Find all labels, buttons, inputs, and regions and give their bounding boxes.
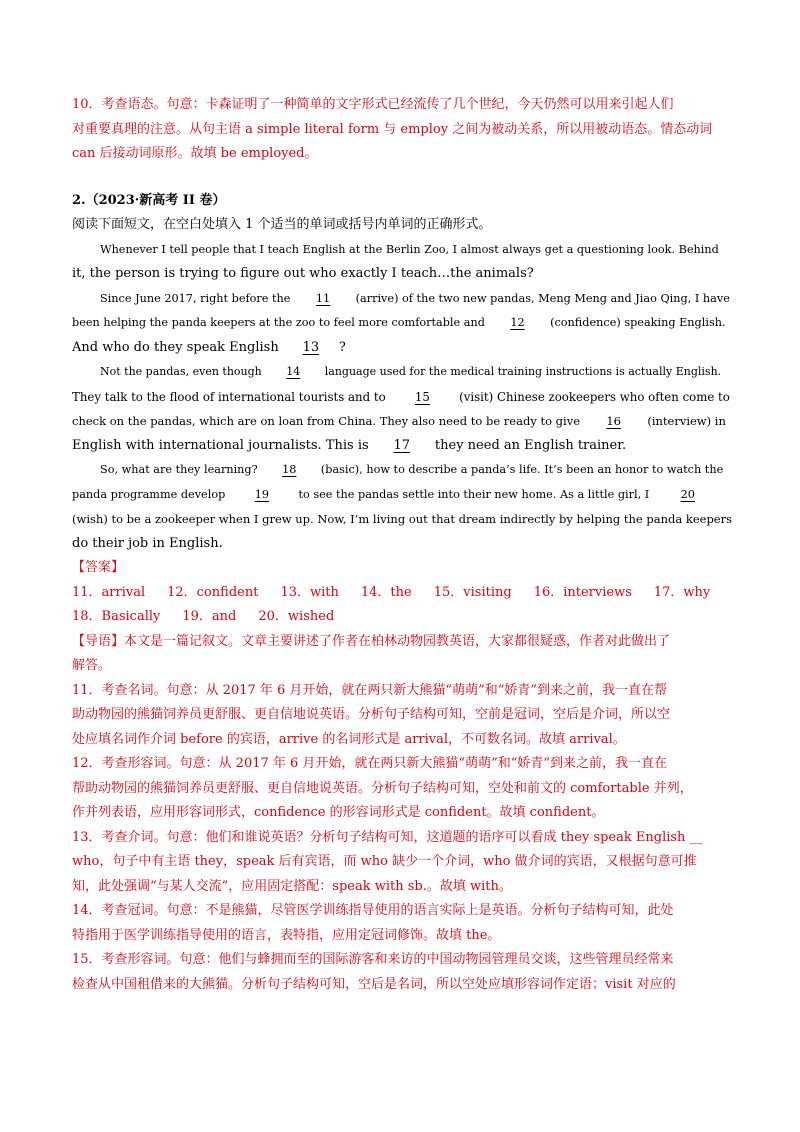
guide-text: 本文是一篇记叙文。文章主要讲述了作者在柏林动物园教英语，大家都很疑惑，作者对此做出了 <box>124 633 671 649</box>
answer-item: 11．arrival <box>72 584 146 600</box>
blank-20 <box>653 483 723 508</box>
prev-explanation-line: can 后接动词原形。故填 be employed。 <box>72 146 318 161</box>
passage-line <box>72 434 732 459</box>
prev-explanation <box>72 93 732 167</box>
passage-line <box>72 360 732 385</box>
answer-item: 19．and <box>182 609 237 624</box>
blank-11 <box>294 287 352 312</box>
passage-text: (arrive) of the two new pandas, Meng Meng and Jiao Qing, I have <box>352 291 730 305</box>
passage-text: And who do they speak English <box>72 339 283 355</box>
explanation-line: 帮助动物园的熊猫饲养员更舒服、更自信地说英语。分析句子结构可知，空处和前文的 comfortable 并列， <box>72 780 693 796</box>
answer-item: 18．Basically <box>72 609 161 624</box>
blank-12 <box>489 311 547 336</box>
blank-number: 12 <box>510 316 525 329</box>
blank-18 <box>261 458 317 483</box>
passage-line: (wish) to be a zookeeper when I grew up. Now, I’m living out that dream indirectly by helping the panda keepers <box>72 512 733 526</box>
passage-text: Since June 2017, right before the <box>100 291 295 305</box>
explanation-line: 助动物园的熊猫饲养员更舒服、更自信地说英语。分析句子结构可知，空前是冠词，空后是介词，所以空 <box>72 707 671 722</box>
passage-text: language used for the medical training instructions is actually English. <box>321 365 722 378</box>
answer-item: 17．why <box>653 584 711 600</box>
passage-line: do their job in English. <box>72 535 223 551</box>
explanation-13 <box>72 826 732 900</box>
explanation-line: 12．考查形容词。句意：从 2017 年 6 月开始，就在两只新大熊猫“萌萌”和“娇青”到来之前，我一直在 <box>72 756 668 771</box>
blank-14 <box>265 360 321 385</box>
passage-text: they need an English trainer. <box>430 437 627 453</box>
explanation-line: 14．考查冠词。句意：不是熊猫，尽管医学训练指导使用的语言实际上是英语。分析句子结构可知，此处 <box>72 903 674 918</box>
guide-label: 【导语】 <box>72 633 125 649</box>
blank-number: 13 <box>302 339 320 355</box>
prev-explanation-line: 对重要真理的注意。从句主语 a simple literal form 与 employ 之间为被动关系，所以用被动语态。情态动词 <box>72 121 713 137</box>
passage <box>72 238 732 557</box>
explanation-line: 特指用于医学训练指导使用的语言，表特指，应用定冠词修饰。故填 the。 <box>72 927 501 943</box>
answer-row <box>72 605 732 630</box>
explanation-line: 作并列表语，应用形容词形式，confidence 的形容词形式是 confident。故填 confident。 <box>72 805 605 820</box>
blank-number: 20 <box>680 487 695 501</box>
blank-17 <box>373 434 431 459</box>
explanation-line: 知，此处强调“与某人交流”，应用固定搭配：speak with sb.。故填 with。 <box>72 878 512 894</box>
answer-item: 20．wished <box>258 609 335 624</box>
blank-number: 19 <box>254 487 270 501</box>
passage-text: So, what are they learning? <box>100 463 262 476</box>
passage-line <box>72 336 732 361</box>
passage-text: been helping the panda keepers at the zoo to feel more comfortable and <box>72 316 489 329</box>
blank-13 <box>283 336 339 361</box>
explanation-line: 13．考查介词。句意：他们和谁说英语？分析句子结构可知，这道题的语序可以看成 they speak English __ <box>72 829 703 845</box>
question-instruction: 阅读下面短文，在空白处填入 1 个适当的单词或括号内单词的正确形式。 <box>72 217 492 232</box>
answer-item: 14．the <box>360 584 412 600</box>
answer-item: 13．with <box>280 584 339 600</box>
passage-text: ? <box>338 339 346 355</box>
explanation-line: 处应填名词作介词 before 的宾语，arrive 的名词形式是 arrival，不可数名词。故填 arrival。 <box>72 731 626 747</box>
passage-line: Whenever I tell people that I teach English at the Berlin Zoo, I almost always get a questioning look. Behind <box>100 242 719 256</box>
answer-item: 15．visiting <box>433 584 512 600</box>
passage-text: to see the pandas settle into their new home. As a little girl, I <box>294 487 653 501</box>
guide-line: 解答。 <box>72 658 112 673</box>
passage-line <box>72 458 732 483</box>
blank-number: 17 <box>393 437 411 453</box>
blank-number: 11 <box>315 291 331 305</box>
answer-header: 【答案】 <box>72 560 125 575</box>
prev-explanation-line: 10．考查语态。句意：卡森证明了一种简单的文字形式已经流传了几个世纪，今天仍然可以用来引起人们 <box>72 97 674 112</box>
blank-number: 16 <box>606 414 621 428</box>
answer-item: 16．interviews <box>533 584 632 600</box>
answer-row <box>72 581 732 606</box>
passage-line <box>72 311 732 336</box>
explanation-14 <box>72 899 732 948</box>
blank-number: 14 <box>286 365 301 378</box>
passage-text: check on the pandas, which are on loan from China. They also need to be ready to give <box>72 414 584 428</box>
blank-number: 15 <box>414 389 430 404</box>
answer-item: 12．confident <box>167 584 259 600</box>
passage-line <box>72 483 732 508</box>
passage-line <box>72 385 732 410</box>
passage-line <box>72 287 732 312</box>
question-source: 2.（2023·新高考 II 卷） <box>72 192 226 208</box>
blank-number: 18 <box>282 463 297 476</box>
passage-line: it, the person is trying to figure out who exactly I teach…the animals? <box>72 266 534 281</box>
explanation-11 <box>72 679 732 753</box>
document-page <box>72 93 732 997</box>
explanation-15 <box>72 948 732 997</box>
explanation-line: who，句子中有主语 they，speak 后有宾语，而 who 缺少一个介词，who 做介词的宾语，又根据句意可推 <box>72 854 697 869</box>
passage-line <box>72 409 732 434</box>
passage-text: panda programme develop <box>72 487 229 501</box>
guide-line <box>72 630 732 655</box>
passage-text: English with international journalists. This is <box>72 437 373 453</box>
passage-text: (confidence) speaking English. <box>546 316 726 329</box>
explanation-line: 检查从中国租借来的大熊猫。分析句子结构可知，空后是名词，所以空处应填形容词作定语；visit 对应的 <box>72 976 676 992</box>
passage-text: (visit) Chinese zookeepers who often come to <box>455 389 730 404</box>
passage-text: (basic), how to describe a panda’s life. It’s been an honor to watch the <box>317 463 724 476</box>
blank-19 <box>229 483 295 508</box>
explanation-line: 11．考查名词。句意：从 2017 年 6 月开始，就在两只新大熊猫“萌萌”和“娇青”到来之前，我一直在帮 <box>72 682 668 698</box>
explanation-12 <box>72 752 732 826</box>
blank-15 <box>389 385 455 410</box>
passage-text: (interview) in <box>643 414 726 428</box>
blank-16 <box>584 409 644 434</box>
passage-text: They talk to the flood of international tourists and to <box>72 389 390 404</box>
explanation-line: 15．考查形容词。句意：他们与蜂拥而至的国际游客和来访的中国动物园管理员交谈，这些管理员经常来 <box>72 952 674 967</box>
passage-text: Not the pandas, even though <box>100 365 266 378</box>
